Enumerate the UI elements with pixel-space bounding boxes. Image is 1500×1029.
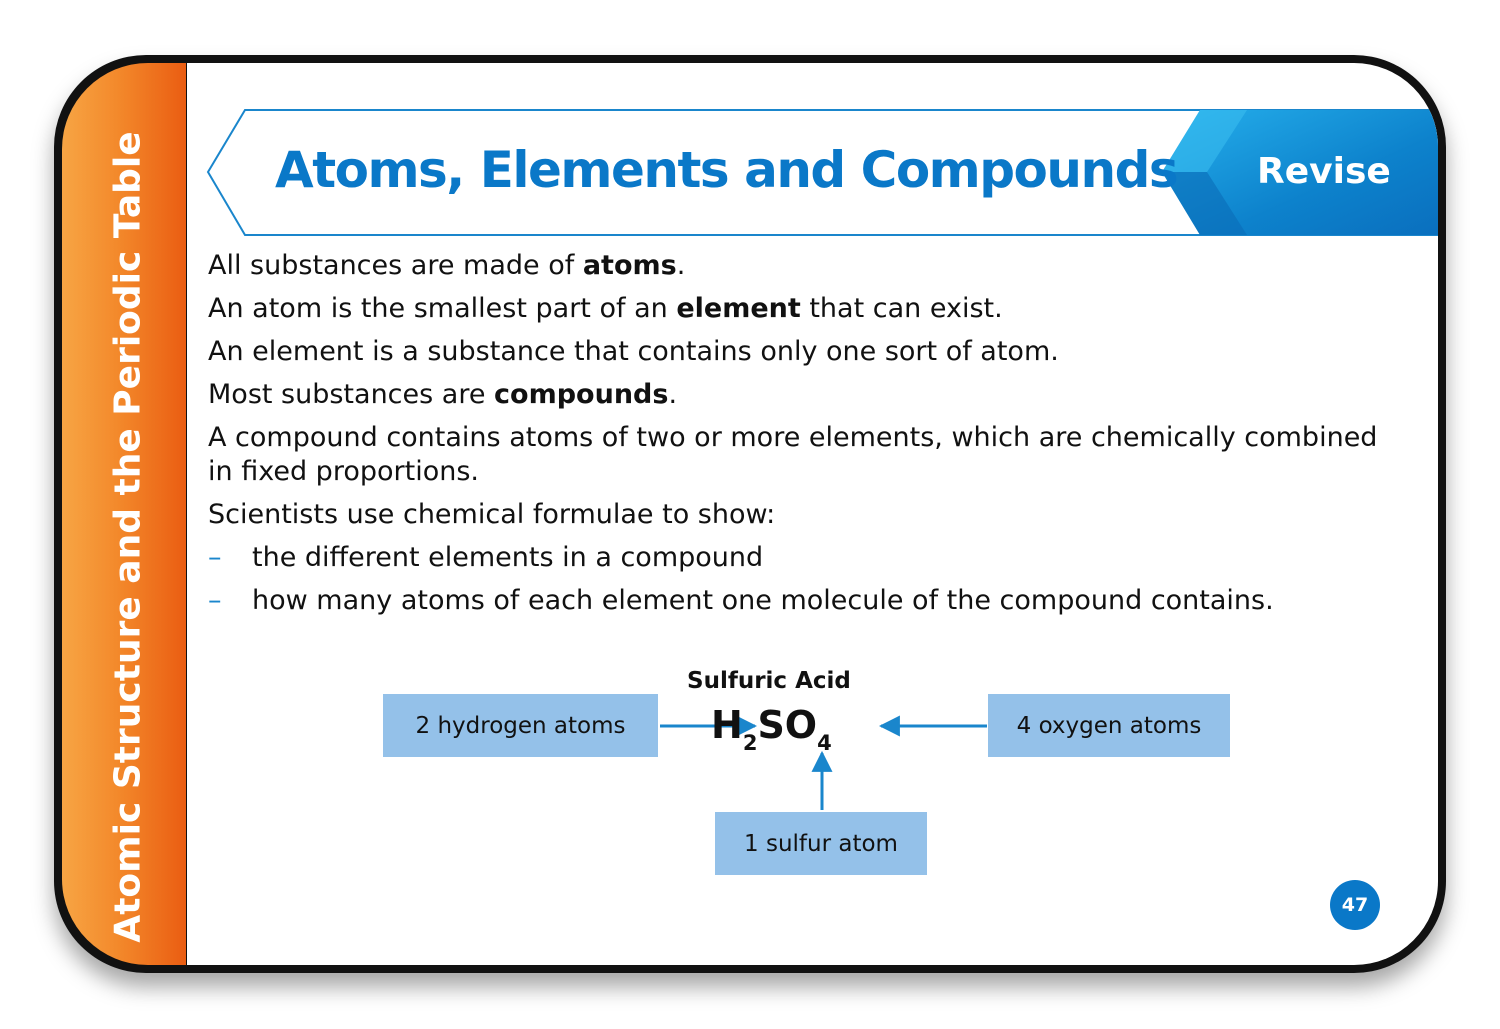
text: . xyxy=(668,379,678,410)
text: Most substances are xyxy=(208,379,495,410)
paragraph-3: An element is a substance that contains only one sort of atom. xyxy=(208,336,1059,367)
oxygen-box: 4 oxygen atoms xyxy=(988,694,1230,757)
chemical-formula xyxy=(711,703,832,755)
hydrogen-box: 2 hydrogen atoms xyxy=(383,694,658,757)
keyword-atoms: atoms xyxy=(582,250,677,281)
formula-h-subscript: 2 xyxy=(742,731,758,755)
text: An atom is the smallest part of an xyxy=(208,293,677,324)
formula-h: H xyxy=(711,703,743,747)
paragraph-5: A compound contains atoms of two or more elements, which are chemically combined in fixed proportions. xyxy=(208,422,1378,487)
section-title: Atomic Structure and the Periodic Table xyxy=(107,131,149,943)
page-title: Atoms, Elements and Compounds xyxy=(275,141,1178,199)
revision-card xyxy=(54,55,1446,973)
text: All substances are made of xyxy=(208,250,583,281)
text: . xyxy=(676,250,686,281)
keyword-element: element xyxy=(676,293,801,324)
bullet-text: how many atoms of each element one molecule of the compound contains. xyxy=(252,585,1274,616)
paragraph-6: Scientists use chemical formulae to show: xyxy=(208,499,776,530)
text: that can exist. xyxy=(800,293,1003,324)
page-number: 47 xyxy=(1330,880,1380,930)
bullet-dash: – xyxy=(208,585,222,616)
bullet-text: the different elements in a compound xyxy=(252,542,764,573)
card-content xyxy=(187,63,1438,965)
formula-so: SO xyxy=(757,703,818,747)
diagram-title: Sulfuric Acid xyxy=(687,668,851,694)
side-tab xyxy=(62,63,186,965)
bullet-dash: – xyxy=(208,542,222,573)
formula-o-subscript: 4 xyxy=(817,731,832,755)
sulfur-box: 1 sulfur atom xyxy=(715,812,927,875)
revise-label: Revise xyxy=(1257,151,1391,192)
keyword-compounds: compounds xyxy=(494,379,669,410)
